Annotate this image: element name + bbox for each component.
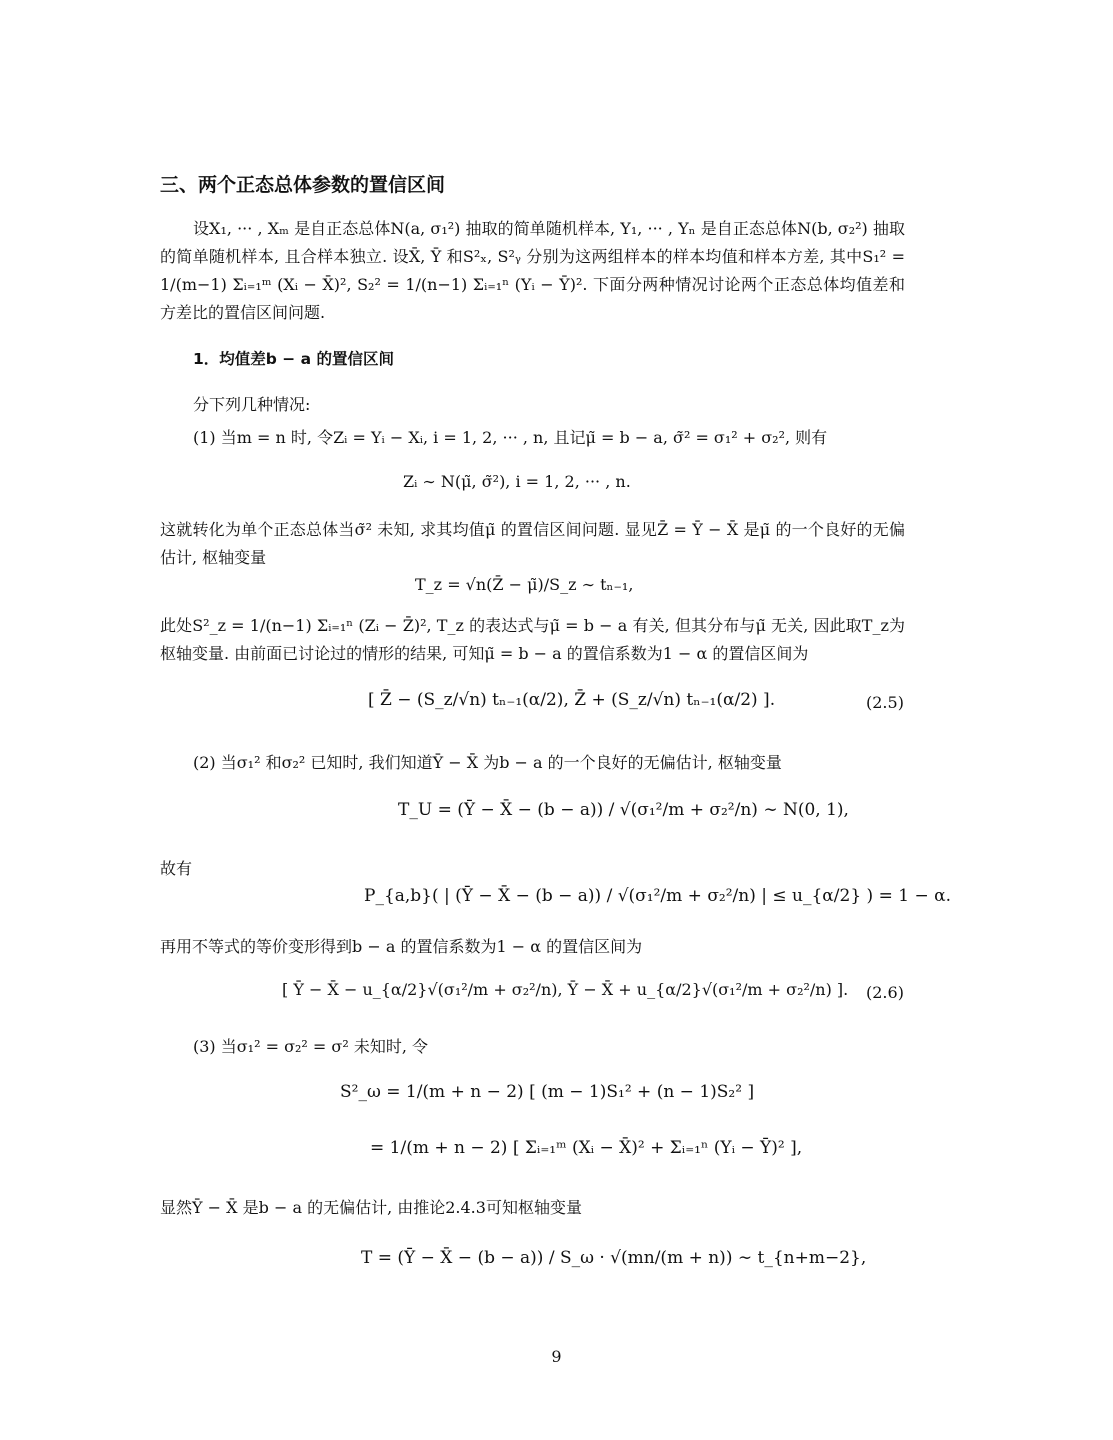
equation-2-5: [ Z̄ − (S_z/√n) tₙ₋₁(α/2), Z̄ + (S_z/√n) tₙ₋₁(α/2) ]. <box>368 690 776 710</box>
therefore-text: 故有 <box>160 859 193 878</box>
equation-z-distribution: Zᵢ ∼ N(μ̃, σ̃²), i = 1, 2, ··· , n. <box>403 472 631 491</box>
page-number: 9 <box>551 1347 562 1366</box>
section-title: 三、两个正态总体参数的置信区间 <box>160 174 446 196</box>
case-2-text: (2) 当σ₁² 和σ₂² 已知时, 我们知道Ȳ − X̄ 为b − a 的一个良好的无偏估计, 枢轴变量 <box>193 753 782 772</box>
subsection-title: 1．均值差b − a 的置信区间 <box>193 350 395 368</box>
case-2-paragraph: 再用不等式的等价变形得到b − a 的置信系数为1 − α 的置信区间为 <box>160 937 643 956</box>
equation-sw-line-2: = 1/(m + n − 2) [ Σᵢ₌₁ᵐ (Xᵢ − X̄)² + Σᵢ₌₁ⁿ (Yᵢ − Ȳ)² ], <box>370 1138 803 1158</box>
intro-paragraph: 设X₁, ··· , Xₘ 是自正态总体N(a, σ₁²) 抽取的简单随机样本, Y₁, ··· , Yₙ 是自正态总体N(b, σ₂²) 抽取的简单随机样本, 且合样本独立. 设X̄, Ȳ 和S²ₓ, S²ᵧ 分别为这两组样本的样本均值和样本方差, 其中S₁² = 1/(m−1) Σᵢ₌₁ᵐ (Xᵢ − X̄)², S₂² = 1/(n−1) Σᵢ₌₁ⁿ (Yᵢ − Ȳ)². 下面分两种情况讨论两个正态总体均值差和方差比的置信区间问题. <box>160 219 905 322</box>
equation-number-2-6: (2.6) <box>866 983 904 1002</box>
case-1-paragraph: 这就转化为单个正态总体当σ̃² 未知, 求其均值μ̃ 的置信区间问题. 显见Z̄ = Ȳ − X̄ 是μ̃ 的一个良好的无偏估计, 枢轴变量 <box>160 520 905 567</box>
case-1-text: (1) 当m = n 时, 令Zᵢ = Yᵢ − Xᵢ, i = 1, 2, ··· , n, 且记μ̃ = b − a, σ̃² = σ₁² + σ₂², 则有 <box>193 428 828 447</box>
equation-number-2-5: (2.5) <box>866 693 904 712</box>
equation-tu: T_U = (Ȳ − X̄ − (b − a)) / √(σ₁²/m + σ₂²/n) ∼ N(0, 1), <box>398 800 849 820</box>
case-3-paragraph: 显然Ȳ − X̄ 是b − a 的无偏估计, 由推论2.4.3可知枢轴变量 <box>160 1198 582 1217</box>
equation-sw-line-1: S²_ω = 1/(m + n − 2) [ (m − 1)S₁² + (n − 1)S₂² ] <box>340 1082 755 1102</box>
cases-intro: 分下列几种情况: <box>193 395 311 414</box>
equation-tz: T_z = √n(Z̄ − μ̃)/S_z ∼ tₙ₋₁, <box>415 575 634 594</box>
case-3-text: (3) 当σ₁² = σ₂² = σ² 未知时, 令 <box>193 1037 429 1056</box>
equation-t: T = (Ȳ − X̄ − (b − a)) / S_ω · √(mn/(m + n)) ∼ t_{n+m−2}, <box>361 1248 867 1268</box>
case-1-paragraph-2: 此处S²_z = 1/(n−1) Σᵢ₌₁ⁿ (Zᵢ − Z̄)², T_z 的表达式与μ̃ = b − a 有关, 但其分布与μ̃ 无关, 因此取T_z为枢轴变量. 由前面已讨论过的情形的结果, 可知μ̃ = b − a 的置信系数为1 − α 的置信区间为 <box>160 616 905 663</box>
equation-probability: P_{a,b}( | (Ȳ − X̄ − (b − a)) / √(σ₁²/m + σ₂²/n) | ≤ u_{α/2} ) = 1 − α. <box>364 886 951 906</box>
equation-2-6: [ Ȳ − X̄ − u_{α/2}√(σ₁²/m + σ₂²/n), Ȳ − X̄ + u_{α/2}√(σ₁²/m + σ₂²/n) ]. <box>282 980 849 999</box>
